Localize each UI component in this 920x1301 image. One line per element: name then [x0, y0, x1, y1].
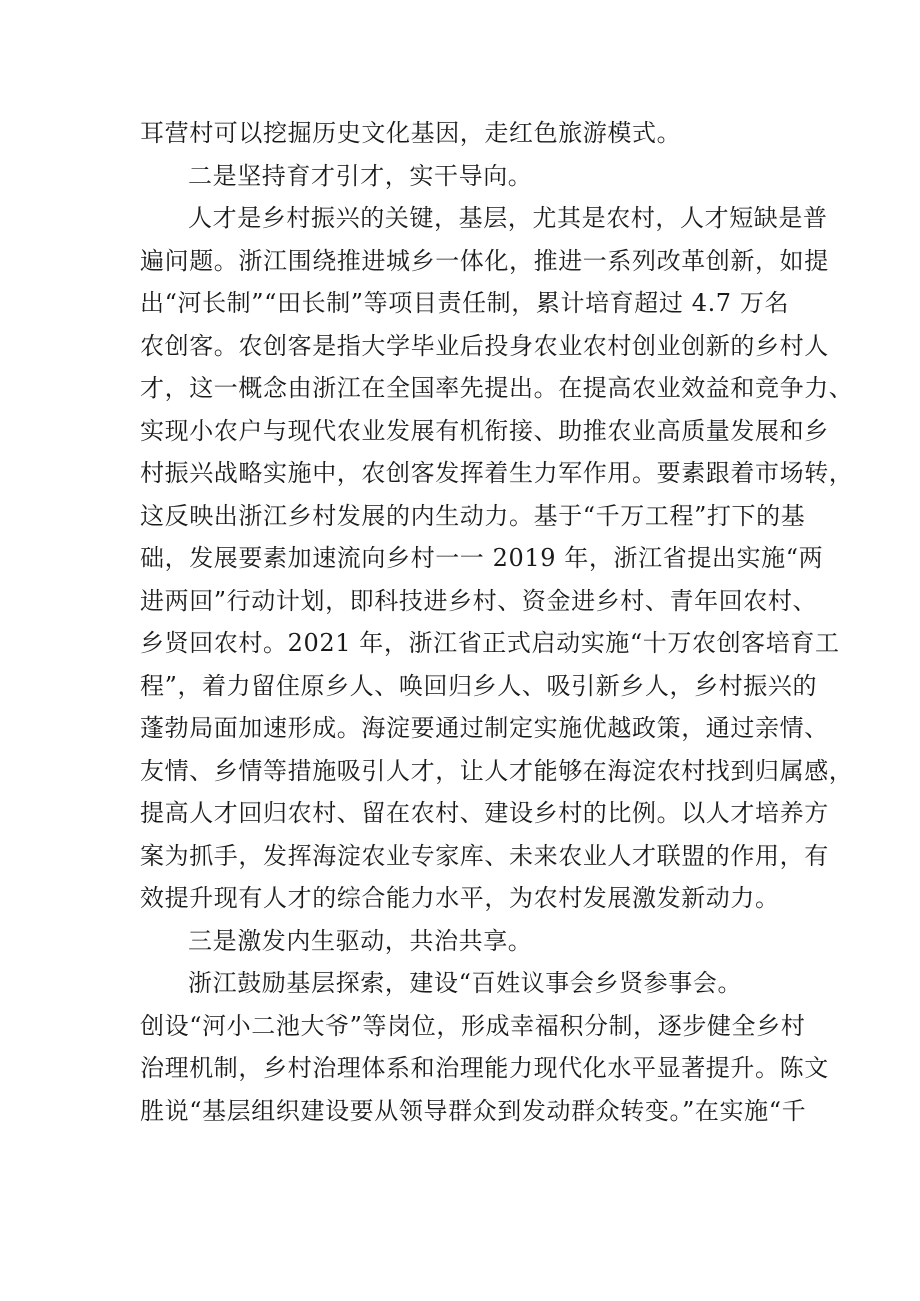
paragraph-first-line: 浙江鼓励基层探索，建设“百姓议事会乡贤参事会。 — [188, 969, 743, 997]
text-line: 耳营村可以挖掘历史文化基因，走红色旅游模式。 — [140, 119, 682, 147]
text-line: 实现小农户与现代农业发展有机衔接、助推农业高质量发展和乡 — [140, 416, 829, 445]
text-line: 出“河长制”“田长制”等项目责任制，累计培育超过 4.7 万名 — [140, 289, 790, 317]
section-heading: 二是坚持育才引才，实干导向。 — [188, 161, 533, 190]
text-line: 程”，着力留住原乡人、唤回归乡人、吸引新乡人，乡村振兴的 — [140, 671, 818, 700]
text-line: 这反映出浙江乡村发展的内生动力。基于“千万工程”打下的基 — [140, 501, 806, 530]
text-line: 友情、乡情等措施吸引人才，让人才能够在海淀农村找到归属感， — [140, 756, 854, 785]
section-heading: 三是激发内生驱动，共治共享。 — [188, 926, 533, 955]
text-line: 案为抓手，发挥海淀农业专家库、未来农业人才联盟的作用，有 — [140, 841, 829, 870]
text-line: 才，这一概念由浙江在全国率先提出。在提高农业效益和竞争力、 — [140, 374, 854, 402]
text-line: 进两回”行动计划，即科技进乡村、资金进乡村、青年回农村、 — [140, 586, 818, 615]
text-line: 治理机制，乡村治理体系和治理能力现代化水平显著提升。陈文 — [140, 1054, 829, 1082]
text-line: 效提升现有人才的综合能力水平，为农村发展激发新动力。 — [140, 884, 780, 912]
text-line: 提高人才回归农村、留在农村、建设乡村的比例。以人才培养方 — [140, 799, 829, 827]
document-body — [140, 112, 854, 1132]
text-line: 创设“河小二池大爷”等岗位，形成幸福积分制，逐步健全乡村 — [140, 1011, 806, 1040]
text-line: 农创客。农创客是指大学毕业后投身农业农村创业创新的乡村人 — [140, 331, 829, 360]
text-line: 村振兴战略实施中，农创客发挥着生力军作用。要素跟着市场转， — [140, 459, 854, 487]
paragraph-first-line: 人才是乡村振兴的关键，基层，尤其是农村，人才短缺是普 — [188, 204, 828, 232]
text-line: 乡贤回农村。2021 年，浙江省正式启动实施“十万农创客培育工 — [140, 629, 840, 657]
text-line: 胜说“基层组织建设要从领导群众到发动群众转变。”在实施“千 — [140, 1096, 807, 1125]
text-line: 蓬勃局面加速形成。海淀要通过制定实施优越政策，通过亲情、 — [140, 714, 829, 742]
text-line: 遍问题。浙江围绕推进城乡一体化，推进一系列改革创新，如提 — [140, 246, 829, 275]
text-line: 础，发展要素加速流向乡村一一 2019 年，浙江省提出实施“两 — [140, 544, 824, 572]
